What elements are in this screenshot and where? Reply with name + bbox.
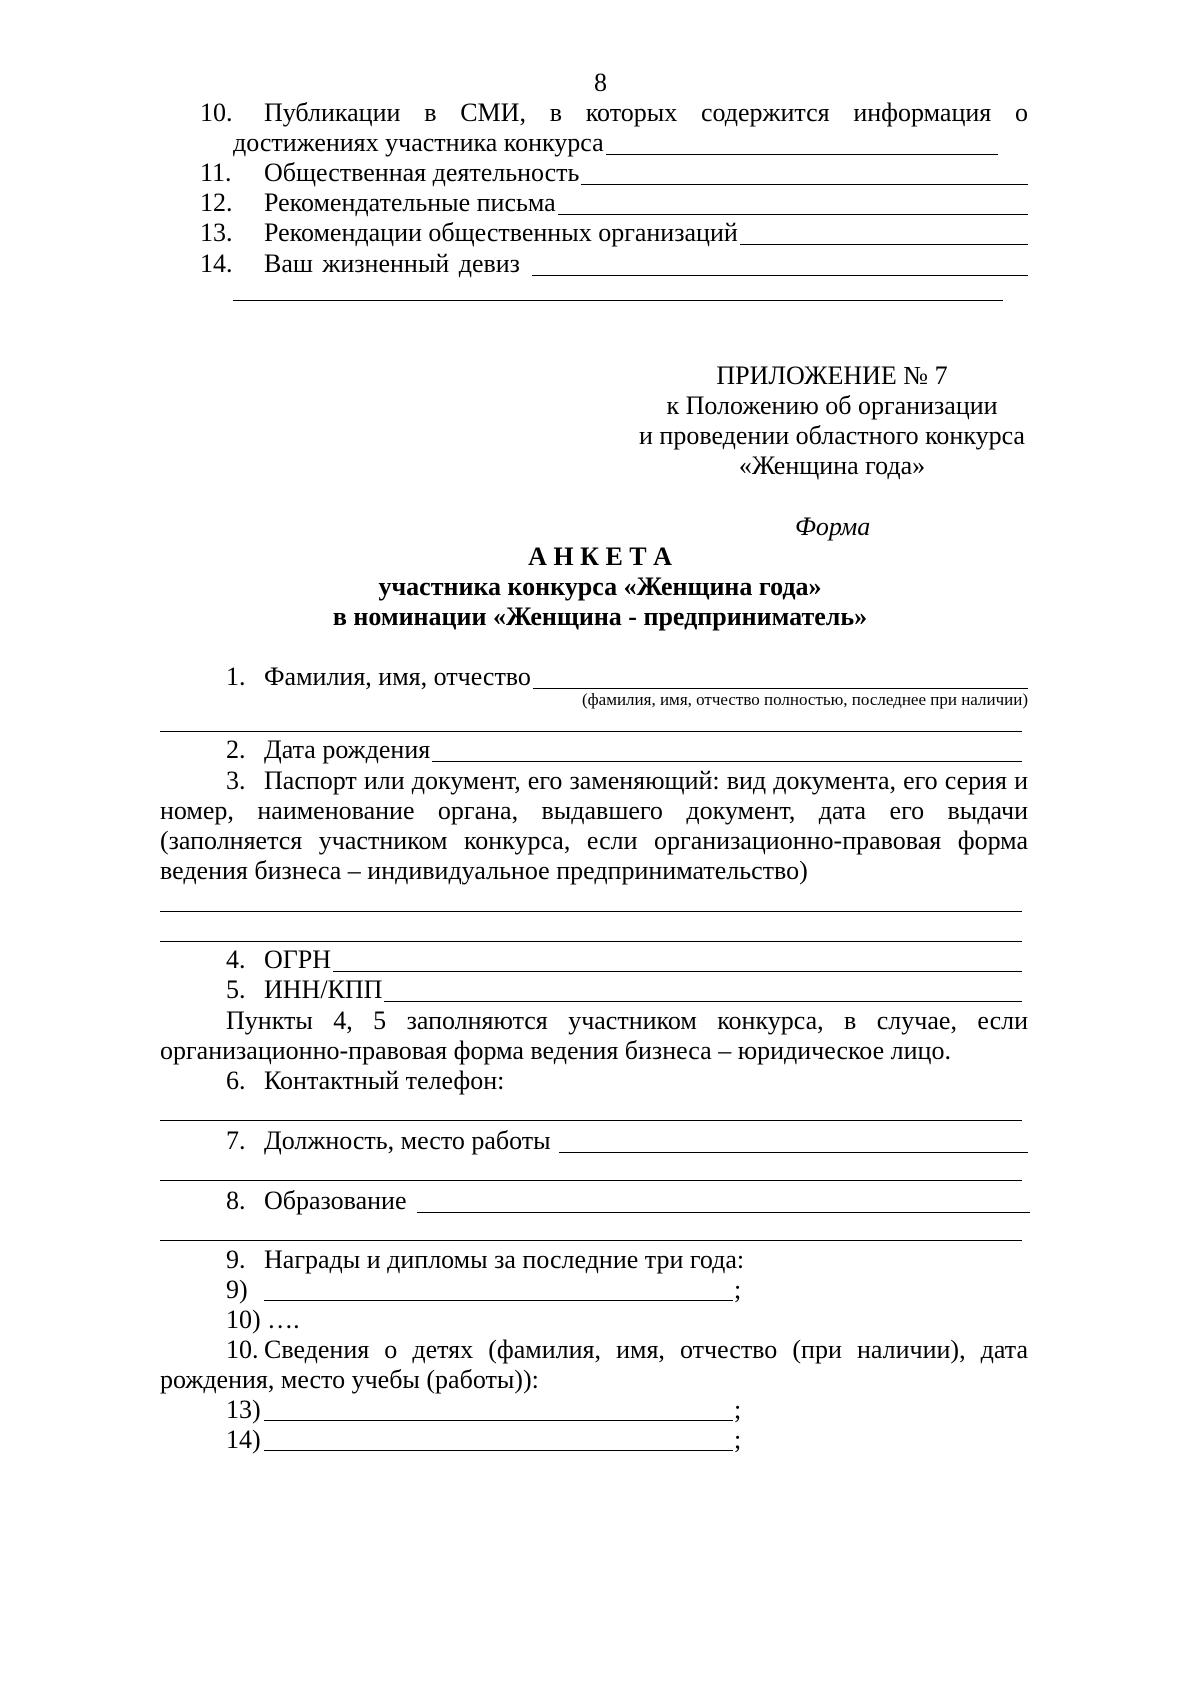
page-title: А Н К Е Т А xyxy=(528,542,672,571)
q5-label: ИНН/КПП xyxy=(264,975,383,1004)
q9-sub-2: 10) …. xyxy=(226,1305,300,1334)
q1-number: 1. xyxy=(226,662,246,691)
q10-number: 10. xyxy=(226,1335,259,1364)
q10-sub-1-end: ; xyxy=(734,1395,742,1424)
item-11-number: 11. xyxy=(200,158,232,187)
q3-blank-line-1[interactable] xyxy=(160,911,1022,912)
item-10-number: 10. xyxy=(200,98,233,127)
appendix-reference: к Положению об организации xyxy=(666,391,998,420)
item-14-blank[interactable] xyxy=(532,274,1028,276)
q4-number: 4. xyxy=(226,945,246,974)
item-10-blank[interactable] xyxy=(606,153,998,155)
q10-sub-1-blank[interactable] xyxy=(264,1420,733,1421)
q9-number: 9. xyxy=(226,1245,246,1274)
item-10-word: Публикации xyxy=(264,98,401,127)
item-10-word: содержится xyxy=(700,98,830,127)
item-14-blank-line-2[interactable] xyxy=(233,300,1003,301)
q5-blank[interactable] xyxy=(384,1000,1022,1002)
q6-number: 6. xyxy=(226,1066,246,1095)
q9-label: Награды и дипломы за последние три года: xyxy=(264,1245,745,1274)
q4-row xyxy=(264,947,1022,973)
item-10-word: СМИ, xyxy=(460,98,526,127)
item-12-number: 12. xyxy=(200,188,233,217)
item-10-line-2 xyxy=(233,130,998,156)
item-12-blank[interactable] xyxy=(558,213,1028,215)
item-14-row xyxy=(264,251,1028,277)
item-11-blank[interactable] xyxy=(581,183,1028,185)
q1-blank[interactable] xyxy=(533,687,1028,689)
q7-row xyxy=(264,1128,1028,1154)
q7-blank-line-2[interactable] xyxy=(160,1180,1022,1181)
q5-row xyxy=(264,977,1022,1003)
q6-blank[interactable] xyxy=(160,1120,1022,1121)
item-10-word: в xyxy=(549,98,562,127)
note-text-2: организационно-правовая форма ведения бизнеса – юридическое лицо. xyxy=(160,1036,951,1065)
q10-sub-2-number: 14) xyxy=(226,1425,261,1454)
q10-text-1: Сведения о детях (фамилия, имя, отчество (при наличии), дата xyxy=(264,1335,1028,1364)
item-11-label: Общественная деятельность xyxy=(264,158,580,187)
item-10-word: информация xyxy=(853,98,992,127)
appendix-number: ПРИЛОЖЕНИЕ № 7 xyxy=(716,361,948,390)
page-subtitle: участника конкурса «Женщина года» xyxy=(378,572,822,601)
q7-number: 7. xyxy=(226,1126,246,1155)
item-13-label: Рекомендации общественных организаций xyxy=(264,218,738,247)
q10-sub-1-number: 13) xyxy=(226,1395,261,1424)
page-subtitle-2: в номинации «Женщина - предприниматель» xyxy=(332,602,868,631)
item-13-blank[interactable] xyxy=(740,243,1028,245)
item-14-label: Ваш жизненный девиз xyxy=(264,249,520,278)
q5-number: 5. xyxy=(226,975,246,1004)
q1-blank-line-2[interactable] xyxy=(160,731,1022,732)
item-13-number: 13. xyxy=(200,218,233,247)
q8-row xyxy=(264,1188,1030,1214)
appendix-contest-name: «Женщина года» xyxy=(738,451,926,480)
q10-sub-2-blank[interactable] xyxy=(264,1450,733,1451)
q1-hint: (фамилия, имя, отчество полностью, последнее при наличии) xyxy=(581,690,1028,709)
item-10-label-continued: достижениях участника конкурса xyxy=(233,128,604,157)
q8-label: Образование xyxy=(264,1186,407,1215)
q3-text-4: ведения бизнеса – индивидуальное предпринимательство) xyxy=(160,856,808,885)
q2-row xyxy=(264,737,1022,763)
q3-number: 3. xyxy=(226,766,246,795)
q9-sub-1-number: 9) xyxy=(226,1275,248,1304)
q10-sub-2-end: ; xyxy=(734,1425,742,1454)
q10-text-2: рождения, место учебы (работы)): xyxy=(160,1365,539,1394)
q9-sub-1-blank[interactable] xyxy=(264,1300,733,1301)
item-13-row xyxy=(264,220,1028,246)
q2-label: Дата рождения xyxy=(264,735,431,764)
item-10-line-1 xyxy=(264,100,1028,126)
item-11-row xyxy=(264,160,1028,186)
q8-blank[interactable] xyxy=(417,1211,1030,1213)
item-10-word: которых xyxy=(585,98,678,127)
item-10-word: о xyxy=(1014,98,1028,127)
q2-number: 2. xyxy=(226,735,246,764)
q3-text-2: номер, наименование органа, выдавшего документ, дата его выдачи xyxy=(160,796,1028,825)
q4-blank[interactable] xyxy=(333,970,1022,972)
q7-blank[interactable] xyxy=(559,1151,1028,1153)
note-text-1: Пункты 4, 5 заполняются участником конкурса, в случае, если xyxy=(226,1006,1028,1035)
item-14-number: 14. xyxy=(200,249,233,278)
page-number: 8 xyxy=(594,68,607,97)
q3-text-3: (заполняется участником конкурса, если организационно-правовая форма xyxy=(160,826,1028,855)
item-12-row xyxy=(264,190,1028,216)
q6-label: Контактный телефон: xyxy=(264,1066,505,1095)
q3-text-1: Паспорт или документ, его заменяющий: вид документа, его серия и xyxy=(264,766,1028,795)
q1-label: Фамилия, имя, отчество xyxy=(264,662,531,691)
appendix-reference-2: и проведении областного конкурса xyxy=(639,421,1025,450)
q7-label: Должность, место работы xyxy=(264,1126,551,1155)
q9-sub-1-end: ; xyxy=(734,1275,742,1304)
form-label: Форма xyxy=(795,512,871,541)
q8-number: 8. xyxy=(226,1186,246,1215)
item-12-label: Рекомендательные письма xyxy=(264,188,556,217)
item-10-word: в xyxy=(424,98,437,127)
q4-label: ОГРН xyxy=(264,945,332,974)
q2-blank[interactable] xyxy=(432,760,1022,762)
q3-blank-line-2[interactable] xyxy=(160,941,1022,942)
q1-row xyxy=(264,664,1028,690)
q8-blank-line-2[interactable] xyxy=(160,1240,1022,1241)
